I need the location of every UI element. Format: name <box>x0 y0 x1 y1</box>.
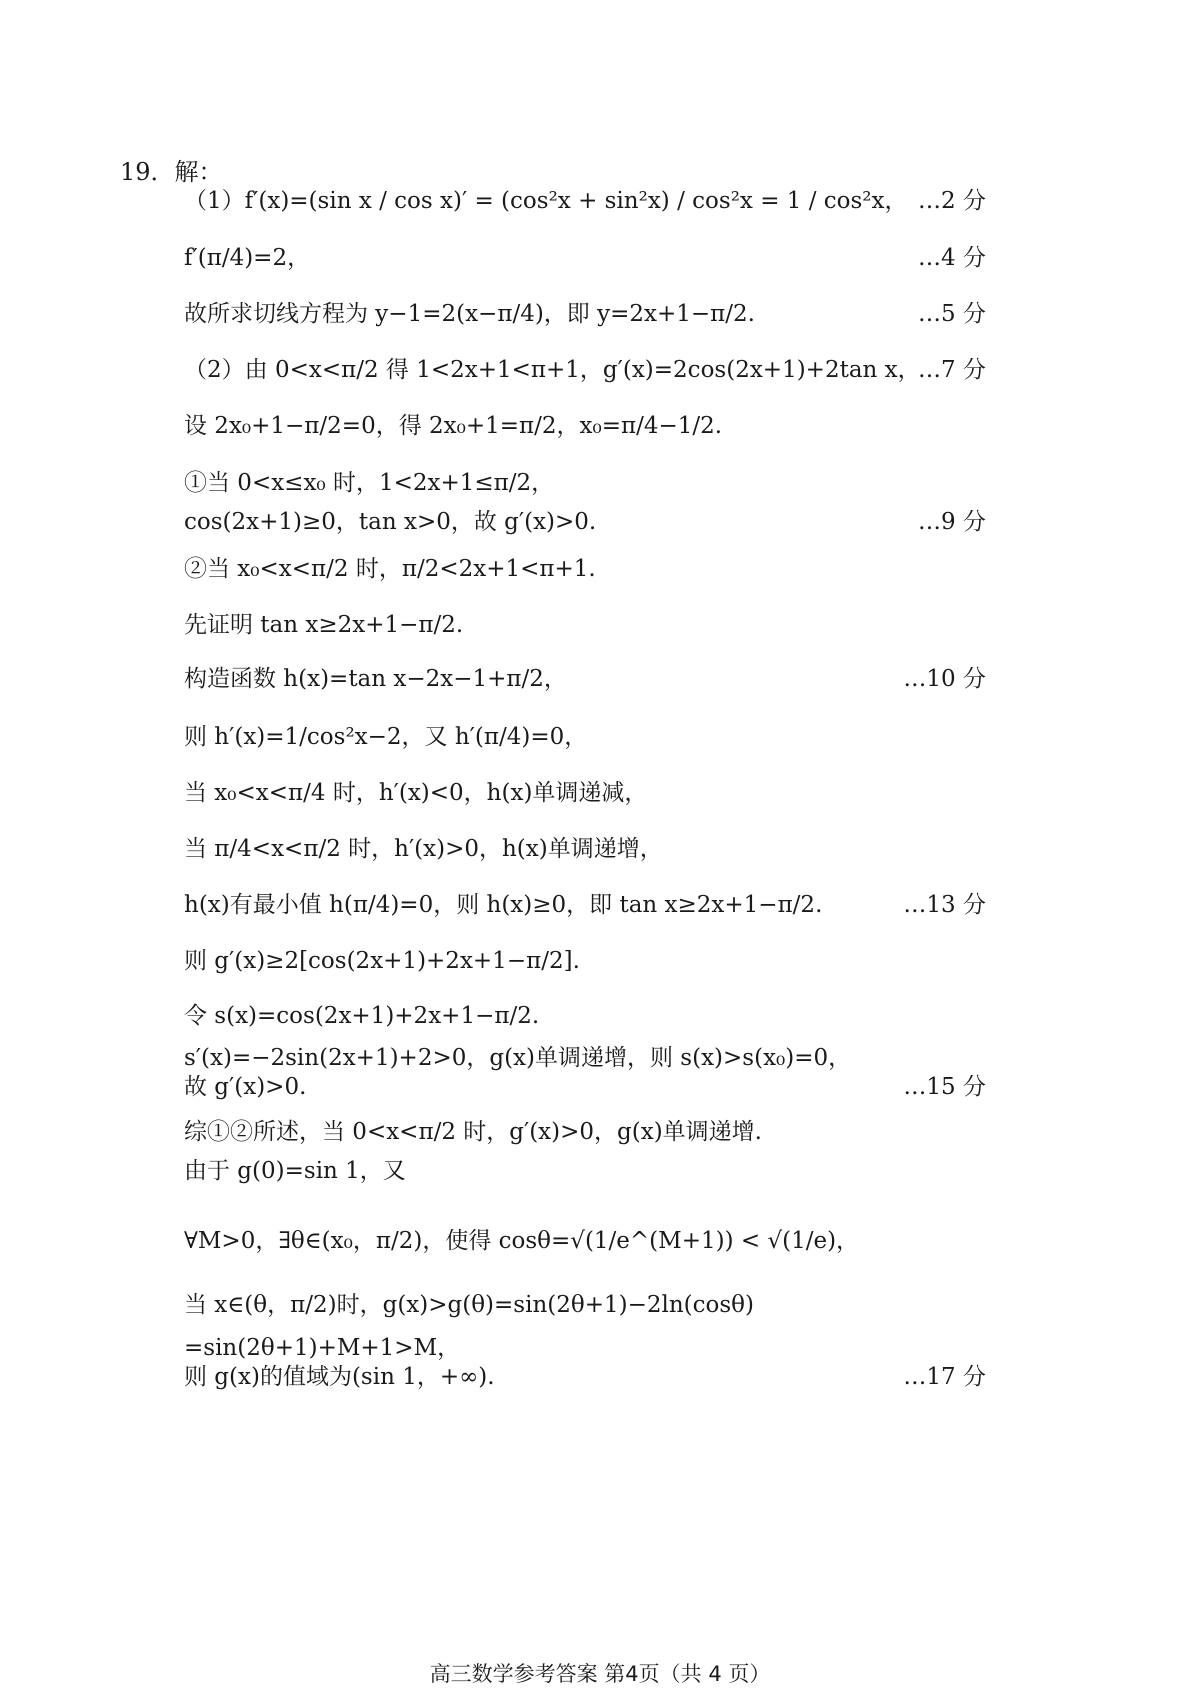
solution-line: 当 x∈(θ，π/2)时，g(x)>g(θ)=sin(2θ+1)−2ln(cosθ) <box>184 1292 755 1318</box>
solution-line: ∀M>0，∃θ∈(x₀，π/2)，使得 cosθ=√(1/e^(M+1)) < √(1/e)， <box>184 1228 860 1254</box>
solution-line: 当 x₀<x<π/4 时，h′(x)<0，h(x)单调递减， <box>184 780 648 806</box>
solution-line: 则 g(x)的值域为(sin 1，+∞). <box>184 1364 495 1390</box>
score-mark: …7 分 <box>918 357 986 383</box>
solution-line: ①当 0<x≤x₀ 时，1<2x+1≤π/2， <box>184 470 555 496</box>
score-mark: …17 分 <box>903 1364 986 1390</box>
score-mark: …2 分 <box>918 188 986 214</box>
solution-line: 综①②所述，当 0<x<π/2 时，g′(x)>0，g(x)单调递增. <box>184 1119 762 1145</box>
solution-line: 令 s(x)=cos(2x+1)+2x+1−π/2. <box>184 1003 540 1029</box>
score-mark: …10 分 <box>903 666 986 692</box>
page-footer: 高三数学参考答案 第4页（共 4 页） <box>429 1662 771 1686</box>
solution-line: 故 g′(x)>0. <box>184 1074 307 1100</box>
solution-line: 故所求切线方程为 y−1=2(x−π/4)，即 y=2x+1−π/2. <box>184 301 755 327</box>
solution-line: 由于 g(0)=sin 1，又 <box>184 1158 406 1184</box>
score-mark: …4 分 <box>918 245 986 271</box>
score-mark: …13 分 <box>903 892 986 918</box>
solution-line: f′(π/4)=2， <box>184 245 311 271</box>
score-mark: …9 分 <box>918 509 986 535</box>
solution-line: 则 h′(x)=1/cos²x−2，又 h′(π/4)=0， <box>184 724 588 750</box>
solution-line: h(x)有最小值 h(π/4)=0，则 h(x)≥0，即 tan x≥2x+1−π/2. <box>184 892 823 918</box>
score-mark: …5 分 <box>918 301 986 327</box>
problem-heading: 19．解： <box>120 158 223 186</box>
solution-line: s′(x)=−2sin(2x+1)+2>0，g(x)单调递增，则 s(x)>s(x₀)=0， <box>184 1045 852 1071</box>
score-mark: …15 分 <box>903 1074 986 1100</box>
solution-line: 设 2x₀+1−π/2=0，得 2x₀+1=π/2，x₀=π/4−1/2. <box>184 413 723 439</box>
solution-line: =sin(2θ+1)+M+1>M， <box>184 1335 461 1361</box>
solution-line: 则 g′(x)≥2[cos(2x+1)+2x+1−π/2]. <box>184 948 580 974</box>
solution-line: 先证明 tan x≥2x+1−π/2. <box>184 612 464 638</box>
solution-line: cos(2x+1)≥0，tan x>0，故 g′(x)>0. <box>184 509 597 535</box>
solution-line: ②当 x₀<x<π/2 时，π/2<2x+1<π+1. <box>184 556 596 582</box>
solution-line: 当 π/4<x<π/2 时，h′(x)>0，h(x)单调递增， <box>184 836 663 862</box>
solution-line: （1）f′(x)=(sin x / cos x)′ = (cos²x + sin²x) / cos²x = 1 / cos²x， <box>184 188 908 214</box>
solution-line: （2）由 0<x<π/2 得 1<2x+1<π+1，g′(x)=2cos(2x+1)+2tan x， <box>184 357 921 383</box>
solution-line: 构造函数 h(x)=tan x−2x−1+π/2， <box>184 666 567 692</box>
